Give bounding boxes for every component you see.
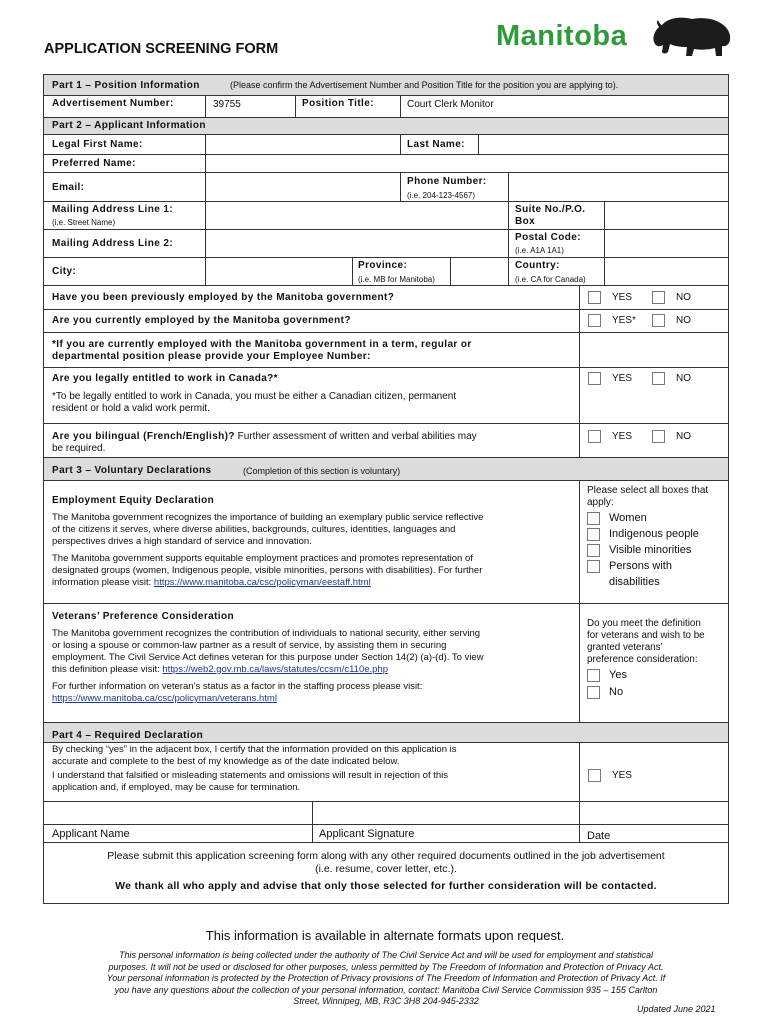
- country-hint: (i.e. CA for Canada): [515, 275, 586, 284]
- applicant-name-field[interactable]: [45, 802, 310, 824]
- phone-label: Phone Number:: [407, 176, 487, 187]
- bison-logo-icon: [650, 14, 734, 60]
- phone-hint: (i.e. 204-123-4567): [407, 191, 476, 200]
- veterans-no-checkbox[interactable]: [587, 686, 600, 699]
- preferred-name-label: Preferred Name:: [52, 158, 136, 169]
- preferred-name-field[interactable]: [206, 155, 728, 172]
- q-legally-entitled: Are you legally entitled to work in Canada?*: [52, 373, 278, 384]
- bilingual-yes-label: YES: [612, 431, 633, 442]
- prev-employed-no-label: NO: [676, 292, 691, 303]
- veterans-yes-checkbox[interactable]: [587, 669, 600, 682]
- postal-code-label: Postal Code:: [515, 232, 581, 243]
- veterans-question: Do you meet the definition for veterans and wish to be granted veterans’ preference consideration:: [587, 618, 705, 665]
- ee-disabilities-label-2: disabilities: [609, 576, 660, 588]
- bilingual-yes-checkbox[interactable]: [588, 430, 601, 443]
- ee-visible-minorities-label: Visible minorities: [609, 544, 692, 556]
- part1-heading-note: (Please confirm the Advertisement Number and Position Title for the position you are applying to).: [230, 80, 619, 90]
- declaration-yes-label: YES: [612, 770, 633, 781]
- legal-no-checkbox[interactable]: [652, 372, 665, 385]
- ee-disabilities-label: Persons with: [609, 560, 672, 572]
- declaration-paragraph-2: I understand that falsified or misleading statements and omissions will result in rejection of this application and, if employed, may be cause for termination.: [52, 770, 449, 793]
- updated-date: Updated June 2021: [637, 1004, 716, 1014]
- veterans-no-label: No: [609, 686, 624, 698]
- applicant-signature-field[interactable]: [314, 802, 579, 824]
- part4-heading: Part 4 – Required Declaration: [52, 730, 204, 741]
- q-bilingual-line2: be required.: [52, 443, 106, 454]
- manitoba-logo-text: Manitoba: [496, 20, 628, 52]
- ee-visible-minorities-checkbox[interactable]: [587, 544, 600, 557]
- mailing-address-1-field[interactable]: [206, 202, 508, 229]
- veterans-definition-link[interactable]: https://web2.gov.mb.ca/laws/statutes/ccsm/c110e.php: [162, 664, 389, 675]
- applicant-name-label: Applicant Name: [52, 828, 130, 840]
- ad-number-label: Advertisement Number:: [52, 98, 174, 109]
- mailing-address-2-label: Mailing Address Line 2:: [52, 238, 174, 249]
- country-label: Country:: [515, 260, 560, 271]
- ee-indigenous-label: Indigenous people: [609, 528, 699, 540]
- ee-women-label: Women: [609, 512, 647, 524]
- employee-number-question-2: departmental position please provide your Employee Number:: [52, 351, 371, 362]
- prev-employed-yes-checkbox[interactable]: [588, 291, 601, 304]
- province-hint: (i.e. MB for Manitoba): [358, 275, 435, 284]
- ee-select-instruction-2: apply:: [587, 497, 614, 508]
- veterans-paragraph-2: For further information on veteran’s status as a factor in the staffing process please visit: https://www.manitoba.ca/csc/policyman/veterans.html: [52, 681, 423, 704]
- mailing-address-1-label: Mailing Address Line 1:: [52, 204, 174, 215]
- mailing-address-2-field[interactable]: [206, 230, 508, 257]
- veterans-paragraph-1: The Manitoba government recognizes the contribution of individuals to national security, either serving or losing a spouse or common-law partner as a result of service, by assisting them in securing employment. The Civil Service Act defines veteran for this purpose under Section 14(2) (a)-(d). To view this definition please visit: https://web2.gov.mb.ca/laws/statutes/ccsm/c110e.php: [52, 628, 484, 675]
- province-label: Province:: [358, 260, 408, 271]
- curr-employed-yes-label: YES*: [612, 315, 636, 326]
- q-bilingual: [52, 431, 477, 442]
- curr-employed-no-label: NO: [676, 315, 691, 326]
- veterans-yes-label: Yes: [609, 669, 627, 681]
- legal-no-label: NO: [676, 373, 691, 384]
- email-field[interactable]: [206, 173, 400, 201]
- legal-note-2: resident or hold a valid work permit.: [52, 403, 210, 414]
- employment-equity-link[interactable]: https://www.manitoba.ca/csc/policyman/eestaff.html: [153, 577, 371, 588]
- curr-employed-yes-checkbox[interactable]: [588, 314, 601, 327]
- province-field[interactable]: [451, 258, 508, 285]
- veterans-info-link[interactable]: https://www.manitoba.ca/csc/policyman/veterans.html: [52, 693, 277, 704]
- declaration-yes-checkbox[interactable]: [588, 769, 601, 782]
- prev-employed-yes-label: YES: [612, 292, 633, 303]
- part1-heading: Part 1 – Position Information: [52, 80, 200, 91]
- q-previously-employed: Have you been previously employed by the Manitoba government?: [52, 292, 395, 303]
- phone-field[interactable]: [509, 173, 728, 201]
- suite-label: Suite No./P.O.: [515, 204, 586, 215]
- employment-equity-title: Employment Equity Declaration: [52, 495, 215, 506]
- privacy-notice: This personal information is being collected under the authority of The Civil Service Act and will be used for employment and statistical purposes. It will not be used or disclosed for other purposes, unless permitted by The Freedom of Information and Protection of Privacy Act. Your personal information is protected by the Protection of Privacy provisions of The Freedom of Information and Protection of Privacy Act. If you have any questions about the collection of your personal information, contact: Manitoba Civil Service Commission 935 – 155 Carlton Street, Winnipeg, MB, R3C 3H8 204-945-2332: [106, 950, 666, 1006]
- postal-code-field[interactable]: [605, 230, 728, 257]
- q-bilingual-bold: Are you bilingual (French/English)?: [52, 431, 235, 442]
- legal-first-name-field[interactable]: [206, 135, 400, 154]
- part3-heading-note: (Completion of this section is voluntary): [243, 466, 401, 476]
- submission-note: Please submit this application screening form along with any other required documents outlined in the job advertisement (i.e. resume, cover letter, etc.).: [107, 850, 665, 875]
- prev-employed-no-checkbox[interactable]: [652, 291, 665, 304]
- ad-number-field[interactable]: 39755: [213, 99, 241, 110]
- suite-field[interactable]: [605, 202, 728, 229]
- city-field[interactable]: [206, 258, 352, 285]
- thanks-note: We thank all who apply and advise that only those selected for further consideration will be contacted.: [115, 880, 657, 892]
- suite-label-2: Box: [515, 216, 536, 227]
- employee-number-question: *If you are currently employed with the Manitoba government in a term, regular or: [52, 339, 472, 350]
- employee-number-field[interactable]: [580, 333, 728, 367]
- position-title-field[interactable]: Court Clerk Monitor: [407, 99, 494, 110]
- bilingual-no-label: NO: [676, 431, 691, 442]
- employment-equity-paragraph-2: The Manitoba government supports equitable employment practices and promotes representation of designated groups (women, Indigenous people, visible minorities, persons with disabilities). For further information please visit: https://www.manitoba.ca/csc/policyman/eestaff.html: [52, 553, 483, 588]
- legal-note: *To be legally entitled to work in Canada, you must be either a Canadian citizen, permanent: [52, 391, 457, 402]
- alternate-formats-note: This information is available in alternate formats upon request.: [205, 928, 565, 943]
- last-name-field[interactable]: [479, 135, 728, 154]
- curr-employed-no-checkbox[interactable]: [652, 314, 665, 327]
- email-label: Email:: [52, 182, 85, 193]
- date-field[interactable]: [583, 802, 727, 824]
- ee-disabilities-checkbox[interactable]: [587, 560, 600, 573]
- legal-first-name-label: Legal First Name:: [52, 139, 143, 150]
- form-title: APPLICATION SCREENING FORM: [44, 41, 279, 57]
- part3-heading: Part 3 – Voluntary Declarations: [52, 465, 212, 476]
- date-label: Date: [587, 830, 611, 842]
- declaration-paragraph-1: By checking “yes” in the adjacent box, I certify that the information provided on this application is accurate and complete to the best of my knowledge as of the date indicated below.: [52, 744, 457, 767]
- q-currently-employed: Are you currently employed by the Manitoba government?: [52, 315, 351, 326]
- ee-women-checkbox[interactable]: [587, 512, 600, 525]
- ee-select-instruction: Please select all boxes that: [587, 485, 709, 496]
- last-name-label: Last Name:: [407, 139, 465, 150]
- employment-equity-paragraph-1: The Manitoba government recognizes the importance of building an exemplary public service reflective of the citizens it serves, where diverse abilities, backgrounds, cultures, identities, languages and perspectives drives a high standard of service and innovation.: [52, 512, 484, 547]
- applicant-signature-label: Applicant Signature: [319, 828, 415, 840]
- country-field[interactable]: [605, 258, 728, 285]
- postal-code-hint: (i.e. A1A 1A1): [515, 246, 564, 255]
- mailing-address-1-hint: (i.e. Street Name): [52, 218, 116, 227]
- part2-heading: Part 2 – Applicant Information: [52, 120, 206, 131]
- q-bilingual-rest: Further assessment of written and verbal abilities may: [234, 431, 477, 442]
- city-label: City:: [52, 266, 77, 277]
- position-title-label: Position Title:: [302, 98, 374, 109]
- legal-yes-checkbox[interactable]: [588, 372, 601, 385]
- legal-yes-label: YES: [612, 373, 633, 384]
- ee-indigenous-checkbox[interactable]: [587, 528, 600, 541]
- veterans-title: Veterans’ Preference Consideration: [52, 611, 235, 622]
- bilingual-no-checkbox[interactable]: [652, 430, 665, 443]
